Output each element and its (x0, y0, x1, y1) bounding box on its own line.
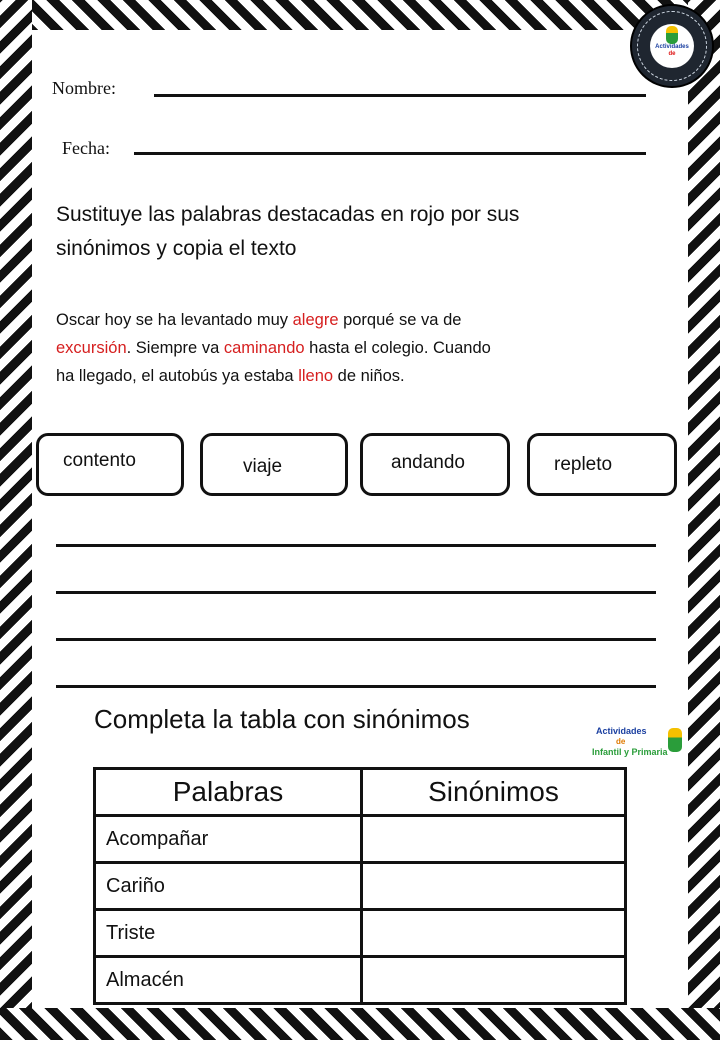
fecha-write-line[interactable] (134, 152, 646, 155)
word-bank-label: repleto (554, 454, 613, 475)
brand-logo-line1: Actividades (596, 726, 647, 736)
word-bank-label: andando (391, 452, 465, 473)
brand-logo-line3: Infantil y Primaria (592, 747, 668, 757)
paragraph-line3 (56, 362, 656, 390)
word-bank-label: viaje (243, 456, 283, 477)
fecha-label: Fecha: (62, 138, 110, 158)
exercise-paragraph (56, 306, 656, 390)
decorative-border-right (688, 0, 720, 1040)
word-bank-contento[interactable] (36, 433, 184, 496)
table-cell-word: Cariño (95, 863, 362, 910)
highlighted-word-caminando: caminando (223, 339, 305, 357)
nombre-write-line[interactable] (154, 94, 646, 97)
highlighted-word-alegre: alegre (292, 311, 339, 329)
brand-logo-line2: de (616, 737, 626, 746)
logo-brand-line2: de (668, 51, 676, 57)
logo-inner (650, 24, 694, 68)
paragraph-text: Oscar hoy se ha levantado muy (56, 311, 293, 329)
paragraph-text: ha llegado, el autobús ya estaba (56, 367, 299, 385)
paragraph-text: hasta el colegio. Cuando (304, 339, 491, 357)
logo-figure-icon (666, 26, 678, 44)
table-cell-word: Almacén (95, 957, 362, 1004)
answer-line[interactable] (56, 544, 656, 547)
table-title: Completa la tabla con sinónimos (94, 704, 470, 734)
paragraph-text: porqué se va de (338, 311, 462, 329)
table-row (95, 957, 626, 1004)
table-row (95, 910, 626, 957)
logo-brand-line1: Actividades (655, 44, 689, 50)
highlighted-word-excursion: excursión (56, 339, 127, 357)
table-row (95, 863, 626, 910)
word-bank-viaje[interactable] (200, 433, 348, 496)
child-figure-icon (668, 728, 682, 752)
synonyms-table (93, 767, 627, 1005)
word-bank-label: contento (63, 450, 136, 471)
paragraph-text: de niños. (333, 367, 405, 385)
table-cell-synonym-input[interactable] (362, 863, 626, 910)
instruction-line1: Sustituye las palabras destacadas en rojo por sus (56, 203, 520, 226)
table-header-row (95, 769, 626, 816)
word-bank-andando[interactable] (360, 433, 510, 496)
highlighted-word-lleno: lleno (298, 367, 334, 385)
table-cell-synonym-input[interactable] (362, 910, 626, 957)
exercise-instruction (56, 198, 656, 266)
nombre-label: Nombre: (52, 78, 116, 98)
answer-line[interactable] (56, 591, 656, 594)
table-row (95, 816, 626, 863)
decorative-border-left (0, 0, 32, 1040)
table-cell-synonym-input[interactable] (362, 816, 626, 863)
word-bank-repleto[interactable] (527, 433, 677, 496)
table-cell-synonym-input[interactable] (362, 957, 626, 1004)
column-header-sinonimos: Sinónimos (362, 769, 626, 816)
paragraph-text: . Siempre va (126, 339, 224, 357)
site-logo-badge (630, 4, 714, 88)
paragraph-line2 (56, 334, 656, 362)
table-cell-word: Acompañar (95, 816, 362, 863)
answer-line[interactable] (56, 685, 656, 688)
instruction-line2: sinónimos y copia el texto (56, 237, 297, 260)
decorative-border-top (0, 0, 720, 30)
paragraph-line1 (56, 306, 656, 334)
column-header-palabras: Palabras (95, 769, 362, 816)
decorative-border-bottom (0, 1008, 720, 1040)
answer-line[interactable] (56, 638, 656, 641)
table-cell-word: Triste (95, 910, 362, 957)
